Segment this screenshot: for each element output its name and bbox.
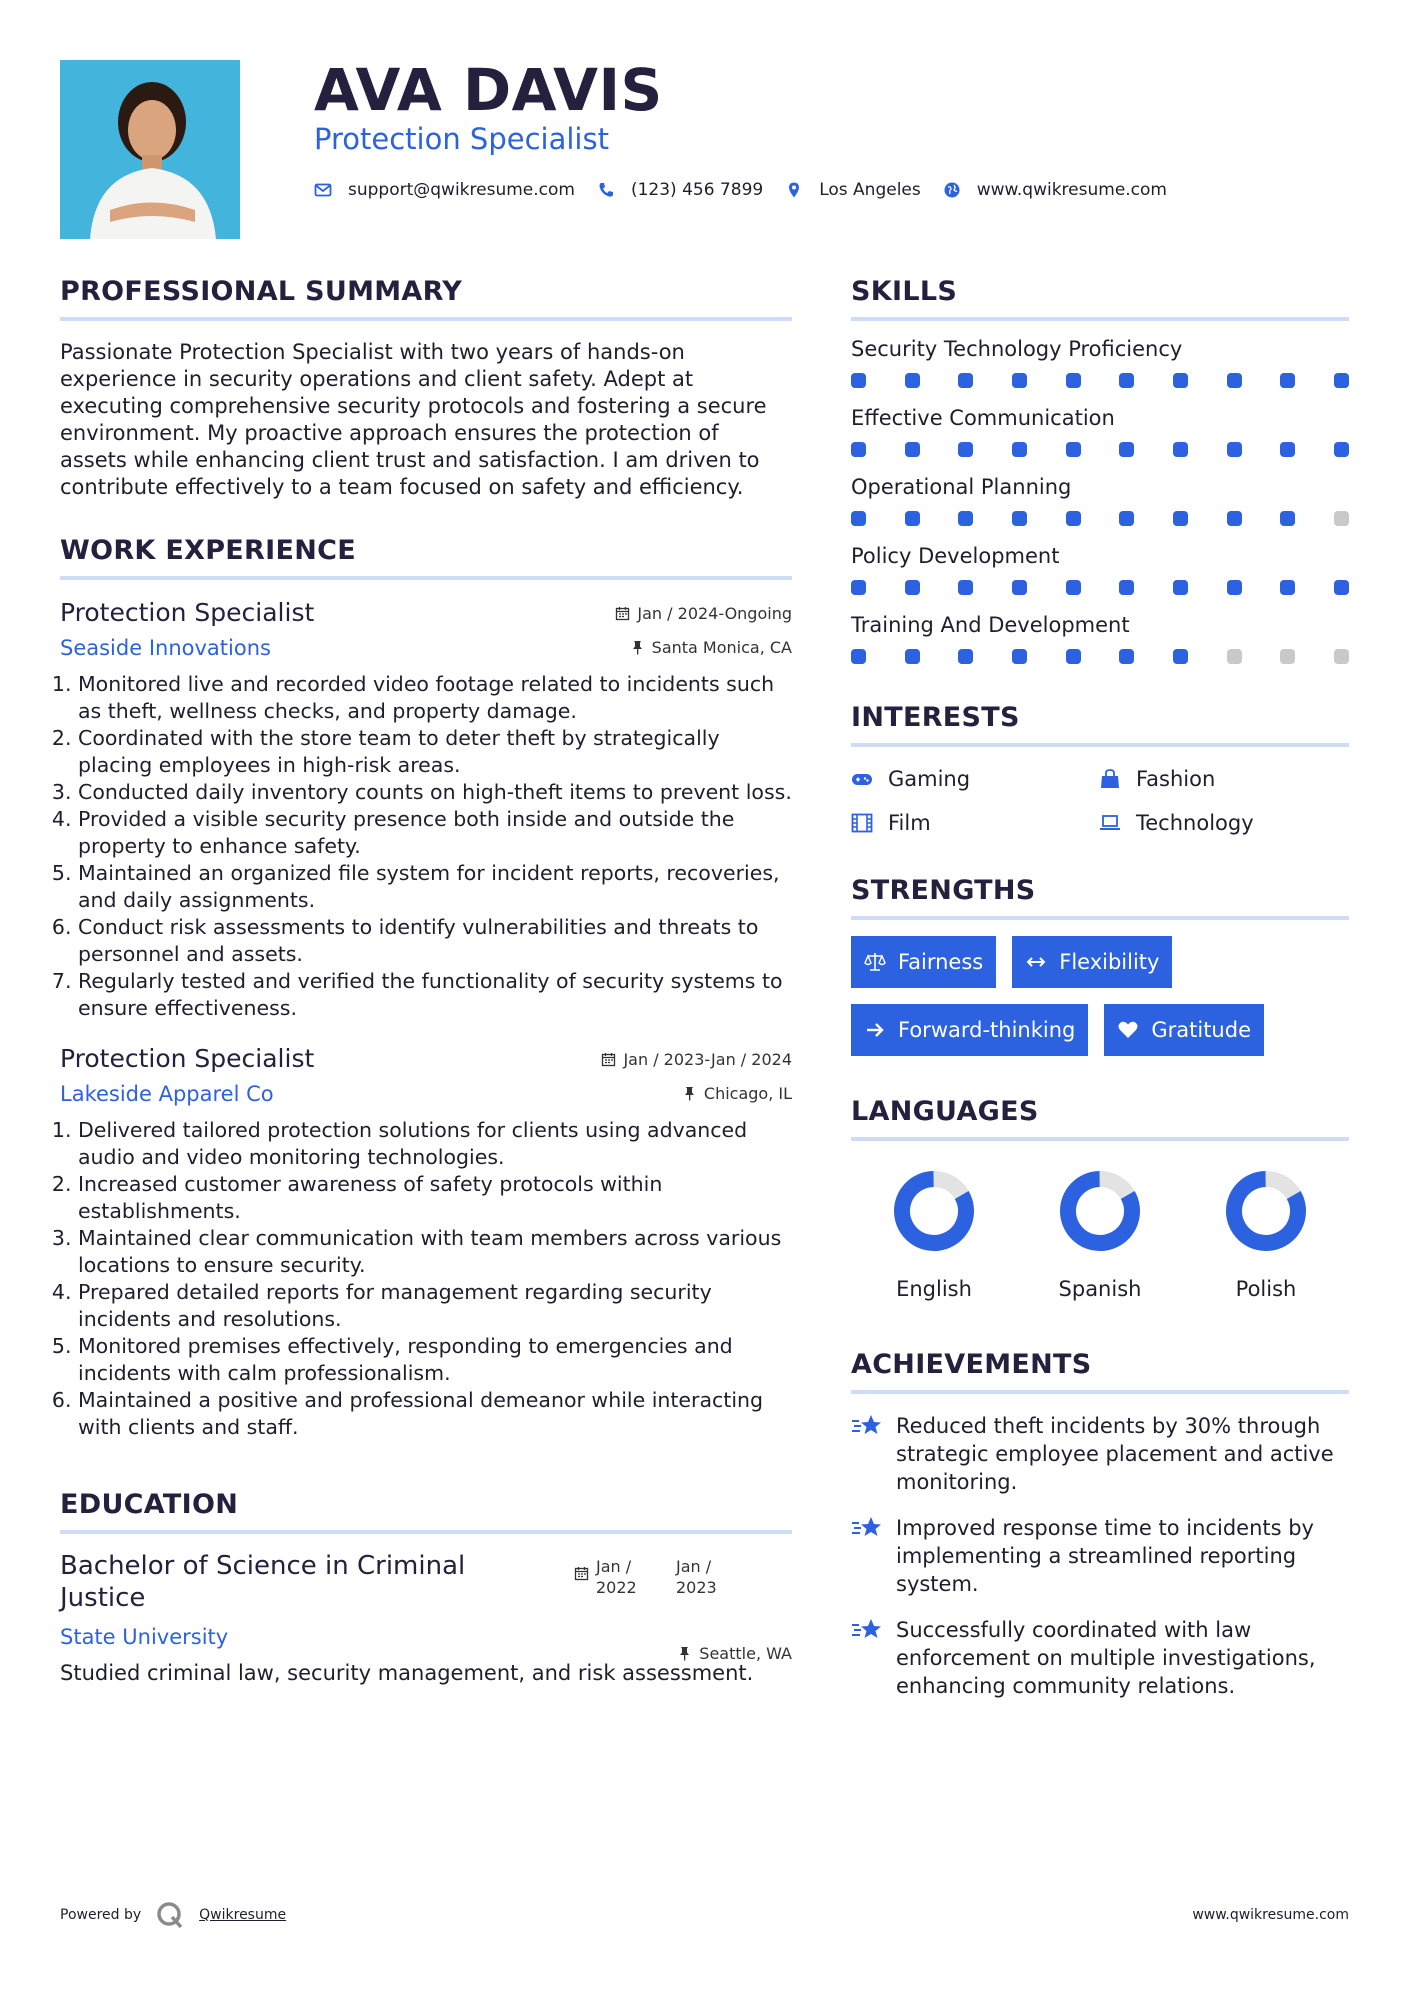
rating-dot-filled bbox=[1066, 373, 1081, 388]
language-proficiency-ring bbox=[1058, 1169, 1142, 1253]
rating-dot-filled bbox=[905, 649, 920, 664]
skill-rating bbox=[851, 580, 1349, 595]
duty-item: 7. Regularly tested and verified the functionality of security systems to ensure effectiveness. bbox=[78, 968, 792, 1022]
rating-dot-filled bbox=[851, 442, 866, 457]
rating-dot-filled bbox=[851, 649, 866, 664]
gamepad-icon bbox=[851, 768, 873, 790]
strength-label: Forward-thinking bbox=[898, 1018, 1076, 1042]
skill-rating bbox=[851, 442, 1349, 457]
rating-dot-filled bbox=[905, 373, 920, 388]
duty-item: 2. Coordinated with the store team to deter theft by strategically placing employees in high-risk areas. bbox=[78, 725, 792, 779]
rating-dot-filled bbox=[1227, 442, 1242, 457]
achievement-text: Successfully coordinated with law enforcement on multiple investigations, enhancing community relations. bbox=[896, 1618, 1316, 1698]
job-duties bbox=[60, 1117, 792, 1441]
interest-item bbox=[851, 811, 1099, 835]
experience-heading: WORK EXPERIENCE bbox=[60, 535, 792, 580]
film-icon bbox=[851, 812, 873, 834]
footer-website[interactable]: www.qwikresume.com bbox=[1192, 1907, 1349, 1923]
job-entry bbox=[60, 598, 792, 1022]
language-proficiency-ring bbox=[892, 1169, 976, 1253]
rating-dot-filled bbox=[1119, 649, 1134, 664]
interest-item bbox=[1099, 811, 1347, 835]
skill-name: Effective Communication bbox=[851, 406, 1115, 430]
experience-section bbox=[60, 535, 792, 1441]
job-date-text: Jan / 2023-Jan / 2024 bbox=[623, 1050, 792, 1069]
rating-dot-filled bbox=[1334, 373, 1349, 388]
skill-name: Training And Development bbox=[851, 613, 1130, 637]
summary-text: Passionate Protection Specialist with two years of hands-on experience in security operations and client safety. Adept at executing comprehensive security protocols and fostering a secure environment. My proactive approach ensures the protection of assets while enhancing client trust and satisfaction. I am driven to contribute effectively to a team focused on safety and efficiency. bbox=[60, 340, 767, 499]
rating-dot-filled bbox=[905, 511, 920, 526]
language-name: English bbox=[896, 1277, 972, 1301]
job-company: Seaside Innovations bbox=[60, 636, 271, 660]
achievement-item bbox=[851, 1514, 1349, 1598]
interest-label: Technology bbox=[1136, 811, 1254, 835]
skill-name: Policy Development bbox=[851, 544, 1060, 568]
balance-scale-icon bbox=[864, 951, 886, 973]
skill-rating bbox=[851, 373, 1349, 388]
rating-dot-filled bbox=[1173, 649, 1188, 664]
rating-dot-filled bbox=[1119, 373, 1134, 388]
shopping-bag-icon bbox=[1099, 768, 1121, 790]
right-column bbox=[851, 276, 1349, 1700]
skill-item bbox=[851, 613, 1349, 664]
powered-by-text: Powered by bbox=[60, 1907, 142, 1923]
globe-icon bbox=[943, 181, 961, 199]
calendar-icon bbox=[601, 1052, 616, 1067]
languages-list bbox=[851, 1169, 1349, 1301]
location-text: Los Angeles bbox=[819, 180, 921, 200]
summary-section bbox=[60, 276, 792, 501]
strength-label: Fairness bbox=[898, 950, 984, 974]
rating-dot-empty bbox=[1227, 649, 1242, 664]
duty-item: 4. Prepared detailed reports for management regarding security incidents and resolutions. bbox=[78, 1279, 792, 1333]
rating-dot-empty bbox=[1334, 649, 1349, 664]
rating-dot-filled bbox=[1012, 511, 1027, 526]
duty-item: 2. Increased customer awareness of safety protocols within establishments. bbox=[78, 1171, 792, 1225]
languages-heading: LANGUAGES bbox=[851, 1096, 1349, 1141]
profile-photo bbox=[60, 60, 240, 239]
phone-icon bbox=[597, 181, 615, 199]
brand-link[interactable]: Qwikresume bbox=[199, 1907, 287, 1923]
education-section bbox=[60, 1489, 792, 1687]
contact-email[interactable] bbox=[314, 180, 575, 200]
rating-dot-filled bbox=[851, 511, 866, 526]
pushpin-icon bbox=[630, 640, 645, 655]
qwikresume-logo-icon bbox=[155, 1900, 185, 1930]
job-location bbox=[630, 638, 792, 657]
duty-item: 1. Delivered tailored protection solutions for clients using advanced audio and video monitoring technologies. bbox=[78, 1117, 792, 1171]
rating-dot-filled bbox=[905, 442, 920, 457]
contact-bar bbox=[314, 180, 1189, 200]
education-heading: EDUCATION bbox=[60, 1489, 792, 1534]
interest-label: Film bbox=[888, 811, 931, 835]
rating-dot-filled bbox=[1280, 511, 1295, 526]
education-location bbox=[677, 1644, 792, 1663]
rating-dot-filled bbox=[1066, 580, 1081, 595]
language-proficiency-ring bbox=[1224, 1169, 1308, 1253]
achievement-item bbox=[851, 1412, 1349, 1496]
candidate-name: AVA DAVIS bbox=[314, 56, 663, 124]
interests-heading: INTERESTS bbox=[851, 702, 1349, 747]
rating-dot-filled bbox=[1012, 649, 1027, 664]
skill-item bbox=[851, 337, 1349, 388]
arrows-horizontal-icon bbox=[1025, 951, 1047, 973]
achievements-heading: ACHIEVEMENTS bbox=[851, 1349, 1349, 1394]
languages-section bbox=[851, 1096, 1349, 1301]
shooting-star-icon bbox=[851, 1514, 884, 1540]
job-date bbox=[615, 604, 792, 623]
interest-label: Gaming bbox=[888, 767, 971, 791]
rating-dot-filled bbox=[905, 580, 920, 595]
job-location bbox=[682, 1084, 792, 1103]
rating-dot-filled bbox=[1334, 580, 1349, 595]
rating-dot-filled bbox=[1280, 580, 1295, 595]
rating-dot-filled bbox=[958, 511, 973, 526]
interest-label: Fashion bbox=[1136, 767, 1216, 791]
duty-item: 4. Provided a visible security presence both inside and outside the property to enhance safety. bbox=[78, 806, 792, 860]
rating-dot-filled bbox=[1173, 580, 1188, 595]
strength-label: Gratitude bbox=[1151, 1018, 1251, 1042]
rating-dot-filled bbox=[851, 373, 866, 388]
contact-website[interactable] bbox=[943, 180, 1167, 200]
duty-item: 3. Maintained clear communication with team members across various locations to ensure security. bbox=[78, 1225, 792, 1279]
skill-name: Operational Planning bbox=[851, 475, 1072, 499]
strengths-heading: STRENGTHS bbox=[851, 875, 1349, 920]
achievement-text: Improved response time to incidents by implementing a streamlined reporting system. bbox=[896, 1516, 1314, 1596]
achievement-text: Reduced theft incidents by 30% through strategic employee placement and active monitoring. bbox=[896, 1414, 1334, 1494]
email-text: support@qwikresume.com bbox=[348, 180, 575, 200]
language-item bbox=[851, 1169, 1017, 1301]
skills-heading: SKILLS bbox=[851, 276, 1349, 321]
rating-dot-filled bbox=[1227, 373, 1242, 388]
rating-dot-filled bbox=[1119, 580, 1134, 595]
skill-item bbox=[851, 475, 1349, 526]
rating-dot-filled bbox=[1066, 511, 1081, 526]
rating-dot-filled bbox=[1119, 442, 1134, 457]
laptop-icon bbox=[1099, 812, 1121, 834]
interests-list bbox=[851, 767, 1349, 835]
rating-dot-filled bbox=[958, 649, 973, 664]
skill-rating bbox=[851, 511, 1349, 526]
language-item bbox=[1183, 1169, 1349, 1301]
rating-dot-filled bbox=[958, 580, 973, 595]
duty-item: 6. Conduct risk assessments to identify vulnerabilities and threats to personnel and assets. bbox=[78, 914, 792, 968]
rating-dot-filled bbox=[851, 580, 866, 595]
education-description: Studied criminal law, security management, and risk assessment. bbox=[60, 1661, 754, 1685]
job-date-text: Jan / 2024-Ongoing bbox=[637, 604, 792, 623]
strength-label: Flexibility bbox=[1059, 950, 1160, 974]
skills-section bbox=[851, 276, 1349, 664]
duty-item: 1. Monitored live and recorded video footage related to incidents such as theft, wellness checks, and property damage. bbox=[78, 671, 792, 725]
education-dates bbox=[574, 1556, 756, 1598]
shooting-star-icon bbox=[851, 1616, 884, 1642]
skill-name: Security Technology Proficiency bbox=[851, 337, 1183, 361]
rating-dot-filled bbox=[1173, 373, 1188, 388]
strength-badge bbox=[851, 936, 996, 988]
rating-dot-filled bbox=[958, 373, 973, 388]
candidate-title: Protection Specialist bbox=[314, 122, 609, 156]
rating-dot-filled bbox=[1066, 442, 1081, 457]
strength-badge bbox=[851, 1004, 1088, 1056]
strengths-section bbox=[851, 875, 1349, 1072]
rating-dot-filled bbox=[1012, 442, 1027, 457]
strength-badge bbox=[1012, 936, 1172, 988]
rating-dot-empty bbox=[1334, 511, 1349, 526]
school-name: State University bbox=[60, 1625, 229, 1649]
interest-item bbox=[851, 767, 1099, 791]
footer-powered-by bbox=[60, 1900, 286, 1930]
duty-item: 6. Maintained a positive and professional demeanor while interacting with clients and staff. bbox=[78, 1387, 792, 1441]
contact-phone[interactable] bbox=[597, 180, 763, 200]
strength-badge bbox=[1104, 1004, 1264, 1056]
job-title: Protection Specialist bbox=[60, 598, 315, 627]
rating-dot-filled bbox=[1173, 511, 1188, 526]
rating-dot-filled bbox=[958, 442, 973, 457]
contact-location bbox=[785, 180, 921, 200]
job-company: Lakeside Apparel Co bbox=[60, 1082, 274, 1106]
calendar-icon bbox=[574, 1566, 589, 1581]
website-text: www.qwikresume.com bbox=[976, 180, 1167, 200]
shooting-star-icon bbox=[851, 1412, 884, 1438]
envelope-icon bbox=[314, 181, 332, 199]
skill-item bbox=[851, 544, 1349, 595]
arrow-right-icon bbox=[864, 1019, 886, 1041]
rating-dot-filled bbox=[1280, 442, 1295, 457]
rating-dot-empty bbox=[1280, 649, 1295, 664]
strengths-list bbox=[851, 936, 1349, 1072]
skill-item bbox=[851, 406, 1349, 457]
rating-dot-filled bbox=[1173, 442, 1188, 457]
pushpin-icon bbox=[682, 1086, 697, 1101]
left-column bbox=[60, 276, 792, 1687]
education-end: Jan / 2023 bbox=[676, 1557, 717, 1597]
skills-list bbox=[851, 337, 1349, 664]
language-name: Polish bbox=[1235, 1277, 1297, 1301]
skill-rating bbox=[851, 649, 1349, 664]
language-item bbox=[1017, 1169, 1183, 1301]
job-title: Protection Specialist bbox=[60, 1044, 315, 1073]
achievements-list bbox=[851, 1412, 1349, 1700]
rating-dot-filled bbox=[1280, 373, 1295, 388]
education-location-text: Seattle, WA bbox=[699, 1644, 792, 1663]
job-date bbox=[601, 1050, 792, 1069]
education-start: Jan / 2022 bbox=[596, 1557, 637, 1597]
job-location-text: Santa Monica, CA bbox=[651, 638, 792, 657]
calendar-icon bbox=[615, 606, 630, 621]
rating-dot-filled bbox=[1012, 373, 1027, 388]
interests-section bbox=[851, 702, 1349, 835]
pushpin-icon bbox=[677, 1646, 692, 1661]
phone-text: (123) 456 7899 bbox=[630, 180, 764, 200]
language-name: Spanish bbox=[1058, 1277, 1142, 1301]
duty-item: 5. Monitored premises effectively, responding to emergencies and incidents with calm professionalism. bbox=[78, 1333, 792, 1387]
job-location-text: Chicago, IL bbox=[703, 1084, 792, 1103]
achievements-section bbox=[851, 1349, 1349, 1700]
rating-dot-filled bbox=[1066, 649, 1081, 664]
achievement-item bbox=[851, 1616, 1349, 1700]
rating-dot-filled bbox=[1227, 511, 1242, 526]
rating-dot-filled bbox=[1334, 442, 1349, 457]
map-pin-icon bbox=[785, 181, 803, 199]
job-entry bbox=[60, 1044, 792, 1441]
rating-dot-filled bbox=[1012, 580, 1027, 595]
degree-title: Bachelor of Science in Criminal Justice bbox=[60, 1551, 466, 1613]
heart-icon bbox=[1117, 1019, 1139, 1041]
job-duties bbox=[60, 671, 792, 1022]
duty-item: 5. Maintained an organized file system for incident reports, recoveries, and daily assignments. bbox=[78, 860, 792, 914]
summary-heading: PROFESSIONAL SUMMARY bbox=[60, 276, 792, 321]
interest-item bbox=[1099, 767, 1347, 791]
education-entry bbox=[60, 1550, 792, 1687]
rating-dot-filled bbox=[1119, 511, 1134, 526]
duty-item: 3. Conducted daily inventory counts on high-theft items to prevent loss. bbox=[78, 779, 792, 806]
rating-dot-filled bbox=[1227, 580, 1242, 595]
